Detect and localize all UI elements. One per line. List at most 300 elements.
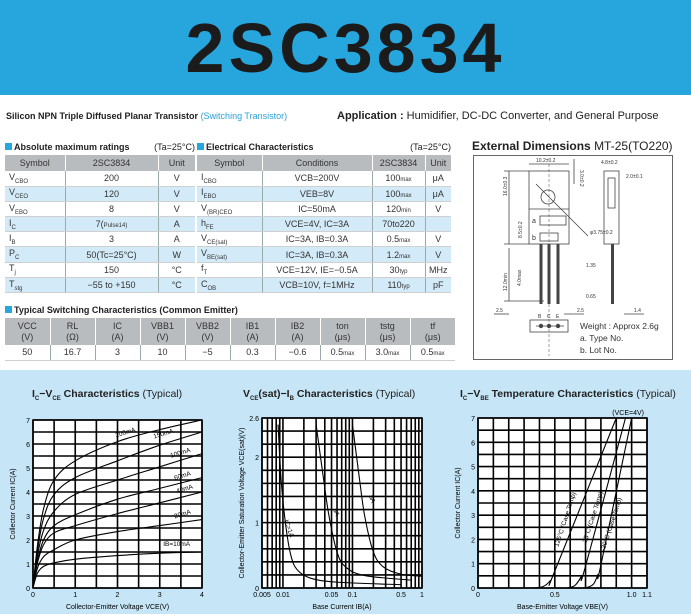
symbol-subscript: EBO: [15, 209, 28, 216]
symbol-subscript: CEO: [15, 194, 29, 201]
chart-title-part: CE: [52, 396, 61, 403]
table-row: [197, 232, 451, 247]
value-suffix: max: [399, 238, 411, 245]
y-tick-label: 2: [255, 455, 259, 463]
symbol: V: [9, 187, 16, 198]
unit-cell: μA: [425, 171, 451, 186]
series-label: 25°C (Case Temp): [581, 490, 605, 544]
header-unit: (A): [111, 331, 124, 342]
table-row: [197, 171, 451, 186]
dim-tab: 2.0±0.1: [626, 174, 643, 180]
y-tick-label: 2: [26, 538, 30, 545]
symbol: V: [201, 232, 208, 243]
chart-title-part: I: [460, 388, 463, 400]
value-cell: [65, 262, 158, 277]
unit-cell: pF: [425, 277, 451, 292]
header-banner: [0, 0, 691, 95]
lead-emitter: [557, 244, 560, 304]
symbol-cell: [5, 201, 65, 216]
series-label: 40mA: [175, 483, 194, 496]
column-header: 2SC3834: [372, 155, 425, 171]
column-header: [185, 318, 230, 345]
value: −55 to +150: [87, 279, 136, 290]
symbol-subscript: T: [203, 270, 208, 277]
symbol-cell: [5, 232, 65, 247]
weight-note: Weight : Approx 2.6g: [580, 321, 659, 331]
unit-cell: V: [425, 247, 451, 262]
table-row: [5, 262, 195, 277]
conditions-cell: VEB=8V: [262, 186, 372, 201]
value-cell: [65, 201, 158, 216]
abs-max-title: [5, 142, 197, 152]
symbol: T: [9, 278, 15, 289]
series-label: IB=10mA: [163, 541, 191, 548]
unit-cell: V: [158, 171, 195, 186]
application-text: Humidifier, DC-DC Converter, and General Purpose: [406, 110, 659, 122]
dim-lead-length: 12.0min: [503, 273, 509, 291]
chart-title-part: C: [462, 396, 468, 403]
chart-title-part: V: [243, 388, 251, 400]
dim-top: 3.0±0.2: [578, 170, 584, 187]
header-symbol: IB2: [290, 320, 305, 331]
symbol: I: [9, 232, 12, 243]
symbol-subscript: BE(sat): [207, 254, 228, 261]
value: 30: [389, 264, 400, 275]
x-axis-label: Base-Emitter Voltage VBE(V): [516, 604, 609, 611]
switching-table: [5, 318, 455, 361]
unit-cell: V: [158, 201, 195, 216]
column-header: Symbol: [5, 155, 65, 171]
symbol-cell: [5, 247, 65, 262]
y-tick-label: 6: [26, 442, 30, 449]
column-header: Conditions: [262, 155, 372, 171]
table-row: [5, 186, 195, 201]
value-cell: [65, 247, 158, 262]
value: 50(Tc=25°C): [86, 249, 137, 260]
y-tick-label: 2.6: [249, 416, 259, 423]
unit-cell: °C: [158, 277, 195, 292]
column-header: [275, 318, 320, 345]
value-suffix: typ: [399, 268, 408, 275]
value: 3: [114, 347, 120, 358]
lead-base: [540, 244, 543, 304]
value-cell: [95, 345, 140, 360]
y-tick-label: 4: [26, 490, 30, 497]
value-cell: [372, 262, 425, 277]
symbol-subscript: C: [15, 254, 20, 261]
symbol-cell: [197, 171, 262, 186]
conditions-cell: IC=3A, IB=0.3A: [262, 247, 372, 262]
series-label: -30°C (Case Temp): [599, 496, 624, 552]
y-tick-label: 1: [255, 520, 259, 528]
symbol-subscript: FE: [206, 224, 214, 231]
column-header: [140, 318, 185, 345]
value: −0.6: [288, 347, 307, 358]
symbol-subscript: stg: [14, 285, 23, 292]
abs-max-table: [5, 155, 195, 293]
symbol-subscript: EBO: [203, 194, 217, 201]
condition-annotation: (VCE=4V): [612, 410, 644, 417]
pin-label-e: E: [556, 314, 560, 320]
dim-pitch-left: 2.5: [496, 308, 503, 314]
chart-1: [239, 416, 424, 611]
value-cell: [230, 345, 275, 360]
chart-title-part: Characteristics: [60, 388, 140, 400]
symbol-cell: [197, 217, 262, 232]
symbol: I: [9, 217, 12, 228]
y-tick-label: 6: [471, 440, 475, 448]
table-row: [197, 277, 451, 292]
conditions-cell: IC=50mA: [262, 201, 372, 216]
bullet-square-icon: [197, 143, 204, 150]
x-axis-label: Base Current IB(A): [312, 604, 372, 611]
symbol: V: [9, 202, 16, 213]
charts-canvas: [0, 370, 691, 614]
x-tick-label: 1: [420, 592, 424, 599]
pin-label-b: B: [538, 314, 542, 320]
x-tick-label: 3: [157, 592, 162, 599]
x-tick-label: 0.01: [276, 592, 290, 599]
y-tick-label: 5: [26, 466, 30, 473]
chart-title-part: Temperature Characteristics: [488, 388, 634, 400]
value-cell: [372, 171, 425, 186]
header-symbol: VBB2: [195, 320, 219, 331]
symbol-cell: [5, 277, 65, 292]
value: 120: [386, 203, 402, 214]
header-unit: (A): [291, 331, 304, 342]
characteristics-charts: [0, 370, 691, 614]
y-tick-label: 1: [471, 561, 475, 569]
symbol-subscript: (BR)CEO: [207, 209, 233, 216]
device-subtype: (Switching Transistor): [200, 111, 288, 121]
mark-a-label: a: [532, 218, 536, 225]
column-header: 2SC3834: [65, 155, 158, 171]
value-cell: [372, 232, 425, 247]
value-suffix: max: [399, 253, 411, 260]
column-header: Unit: [158, 155, 195, 171]
value: 16.7: [63, 347, 82, 358]
value: 120: [103, 188, 120, 199]
column-header: Unit: [425, 155, 451, 171]
table-row: [197, 247, 451, 262]
value: 150: [103, 264, 120, 275]
x-tick-label: 0.5: [549, 592, 560, 599]
table-row: [5, 171, 195, 186]
series-label: 20mA: [173, 508, 192, 521]
symbol-cell: [5, 262, 65, 277]
symbol: C: [201, 278, 208, 289]
value-cell: [185, 345, 230, 360]
series-label: 200mA: [114, 426, 137, 440]
chart-title-part: −V: [467, 388, 481, 400]
mark-a-area: [540, 216, 566, 225]
x-tick-label: 0: [31, 592, 35, 599]
symbol-cell: [5, 171, 65, 186]
table-row: [5, 217, 195, 232]
chart-title-part: (Typical): [139, 388, 183, 400]
x-tick-label: 1: [73, 592, 78, 599]
column-header: [95, 318, 140, 345]
value-cell: [372, 247, 425, 262]
note-type-no: a. Type No.: [580, 333, 624, 343]
y-axis-label: Collector Current IC(A): [10, 468, 17, 540]
conditions-cell: VCE=4V, IC=3A: [262, 217, 372, 232]
value-cell: [65, 277, 158, 292]
unit-cell: V: [425, 232, 451, 247]
symbol: V: [201, 248, 208, 259]
chart-2: [455, 410, 652, 611]
value-cell: [372, 217, 425, 232]
device-type: Silicon NPN Triple Diffused Planar Transistor: [6, 111, 199, 121]
symbol-subscript: OB: [207, 285, 217, 292]
unit-cell: W: [158, 247, 195, 262]
package-name: MT-25(TO220): [594, 139, 673, 153]
conditions-cell: IC=3A, IB=0.3A: [262, 232, 372, 247]
y-tick-label: 0: [471, 586, 475, 593]
switching-title-text: Typical Switching Characteristics (Common Emitter): [14, 305, 238, 315]
chart-title-part: I: [32, 388, 35, 400]
column-header: [5, 318, 50, 345]
x-tick-label: 4: [200, 592, 204, 599]
series-label: 150mA: [152, 427, 175, 441]
value-suffix: Pulse14): [103, 223, 128, 230]
header-symbol: ton: [336, 320, 349, 331]
value-cell: [410, 345, 455, 360]
value: 0.5: [420, 347, 434, 358]
pin-label-c: C: [547, 314, 551, 320]
value: 0.3: [246, 347, 259, 358]
table-row: [5, 277, 195, 292]
table-row: [197, 186, 451, 201]
lead-side: [611, 244, 614, 304]
dim-lead-width: 0.65: [586, 294, 596, 300]
unit-cell: V: [425, 201, 451, 216]
electrical-table: [197, 155, 451, 293]
symbol-cell: [197, 262, 262, 277]
value-cell: [65, 186, 158, 201]
value: 70to220: [382, 219, 415, 230]
value-suffix: max: [433, 351, 445, 358]
abs-max-condition: (Ta=25°C): [154, 142, 195, 152]
chart-0: [10, 418, 204, 611]
electrical-title-text: Electrical Characteristics: [206, 142, 314, 152]
dim-lead-base: 4.0max: [517, 269, 523, 286]
bullet-square-icon: [5, 143, 12, 150]
value-cell: [275, 345, 320, 360]
x-tick-label: 0: [476, 592, 480, 599]
part-number-title: 2SC3834: [185, 9, 506, 87]
ext-title-text: External Dimensions: [472, 139, 591, 153]
symbol-subscript: CBO: [15, 178, 29, 185]
value-suffix: max: [343, 351, 355, 358]
column-header: [50, 318, 95, 345]
value: 1.2: [386, 249, 400, 260]
mark-b-label: b: [532, 235, 536, 242]
value-cell: [372, 201, 425, 216]
conditions-cell: VCB=200V: [262, 171, 372, 186]
chart-title-part: (Typical): [372, 388, 416, 400]
value: 100: [385, 188, 401, 199]
y-tick-label: 0: [26, 586, 30, 593]
symbol-cell: [197, 247, 262, 262]
external-dimensions-drawing: [473, 155, 673, 360]
header-symbol: tf: [430, 320, 436, 331]
value-cell: [65, 171, 158, 186]
unit-cell: MHz: [425, 262, 451, 277]
value: 0.5: [330, 347, 344, 358]
header-unit: (μs): [379, 331, 396, 342]
series-label: 125°C (Case Temp): [553, 491, 578, 548]
y-tick-label: 0: [255, 586, 259, 593]
value-cell: [365, 345, 410, 360]
column-header: [410, 318, 455, 345]
conditions-cell: VCB=10V, f=1MHz: [262, 277, 372, 292]
symbol-cell: [197, 232, 262, 247]
chart-title-part: BE: [480, 396, 489, 403]
lead-collector: [548, 244, 551, 304]
application-label: Application :: [337, 110, 404, 122]
dim-lead-thickness: 1.4: [634, 308, 641, 314]
external-dimensions-title: [472, 139, 673, 153]
header-symbol: RL: [66, 320, 79, 331]
symbol: I: [201, 171, 204, 182]
column-header: [320, 318, 365, 345]
dim-pitch-width: 1.35: [586, 263, 596, 269]
symbol: V: [201, 202, 208, 213]
dim-label-area: 8.5±0.2: [518, 221, 524, 238]
value-cell: [5, 345, 50, 360]
mounting-hole: [541, 190, 555, 204]
electrical-title: [197, 142, 451, 152]
value: 200: [103, 173, 120, 184]
dim-thickness: 4.8±0.2: [601, 160, 618, 166]
value-cell: [320, 345, 365, 360]
header-unit: (Ω): [66, 331, 79, 342]
symbol: I: [201, 187, 204, 198]
header-unit: (μs): [424, 331, 441, 342]
symbol-subscript: CBO: [203, 178, 217, 185]
series-label: 3A: [331, 507, 341, 518]
y-axis-label: Collector-Emitter Saturation Voltage VCE(sat)(V): [239, 427, 246, 579]
y-axis-label: Collector Current IC(A): [455, 467, 462, 539]
table-row: [197, 262, 451, 277]
value: 3: [108, 234, 114, 245]
unit-cell: A: [158, 232, 195, 247]
value: 110: [387, 279, 402, 290]
chart-title-part: CE: [250, 396, 259, 403]
chart-title-part: C: [34, 396, 40, 403]
symbol-cell: [5, 217, 65, 232]
value: 100: [385, 173, 401, 184]
symbol: V: [9, 171, 16, 182]
value-cell: [65, 217, 158, 232]
value-cell: [372, 277, 425, 292]
value: 50: [22, 347, 33, 358]
header-symbol: IC: [113, 320, 122, 331]
value-suffix: max: [388, 351, 400, 358]
symbol-subscript: C: [11, 224, 16, 231]
y-tick-label: 3: [471, 513, 475, 521]
value: 0.5: [386, 234, 400, 245]
value-suffix: max: [400, 177, 412, 184]
value: 8: [108, 203, 114, 214]
conditions-cell: VCE=12V, IE=−0.5A: [262, 262, 372, 277]
x-tick-label: 1.0: [626, 592, 637, 599]
symbol-subscript: CE(sat): [207, 239, 228, 246]
y-tick-label: 2: [471, 537, 475, 545]
value: 3.0: [375, 347, 389, 358]
series-label: 5A: [366, 494, 377, 505]
symbol-cell: [5, 186, 65, 201]
y-tick-label: 7: [26, 418, 30, 425]
value: 7(: [95, 219, 104, 230]
unit-cell: μA: [425, 186, 451, 201]
table-row: [197, 217, 451, 232]
note-lot-no: b. Lot No.: [580, 345, 617, 355]
series-label: 100mA: [169, 447, 192, 460]
symbol-subscript: j: [14, 270, 16, 277]
application-line: [337, 110, 659, 122]
value: 10: [157, 347, 168, 358]
symbol-subscript: B: [11, 239, 16, 246]
chart-title-part: (sat)−I: [258, 388, 290, 400]
value-cell: [50, 345, 95, 360]
unit-cell: °C: [158, 262, 195, 277]
header-unit: (A): [246, 331, 259, 342]
y-tick-label: 4: [471, 488, 475, 496]
x-tick-label: 0.1: [347, 592, 358, 599]
value-suffix: min: [401, 207, 411, 214]
electrical-condition: (Ta=25°C): [410, 142, 451, 152]
dim-width: 10.2±0.2: [536, 158, 556, 164]
unit-cell: [425, 217, 451, 232]
x-tick-label: 0.5: [396, 592, 406, 599]
value-cell: [65, 232, 158, 247]
series-label: IC=1A: [282, 518, 295, 539]
header-unit: (μs): [334, 331, 351, 342]
device-description: [6, 111, 287, 121]
table-row: [5, 201, 195, 216]
header-symbol: VCC: [17, 320, 37, 331]
y-tick-label: 5: [471, 464, 475, 472]
header-unit: (V): [156, 331, 169, 342]
symbol: h: [201, 217, 207, 228]
symbol-cell: [197, 201, 262, 216]
table-row: [5, 232, 195, 247]
bullet-square-icon: [5, 306, 12, 313]
x-tick-label: 1.1: [642, 592, 652, 599]
dim-height: 16.0±0.3: [503, 176, 509, 196]
package-drawing: [474, 156, 674, 361]
symbol: P: [9, 248, 16, 259]
switching-title: [5, 305, 238, 315]
unit-cell: A: [158, 217, 195, 232]
column-header: [230, 318, 275, 345]
y-tick-label: 7: [471, 416, 475, 423]
dim-pitch-right: 2.5: [577, 308, 584, 314]
value-suffix: typ: [401, 283, 410, 290]
value-cell: [372, 186, 425, 201]
symbol-cell: [197, 186, 262, 201]
symbol: T: [9, 263, 15, 274]
x-tick-label: 0.005: [253, 592, 271, 599]
header-symbol: VBB1: [150, 320, 174, 331]
y-tick-label: 3: [26, 514, 30, 521]
x-tick-label: 0.05: [324, 592, 339, 599]
chart-title-part: (Typical): [633, 388, 676, 400]
symbol-cell: [197, 277, 262, 292]
table-row: [5, 247, 195, 262]
